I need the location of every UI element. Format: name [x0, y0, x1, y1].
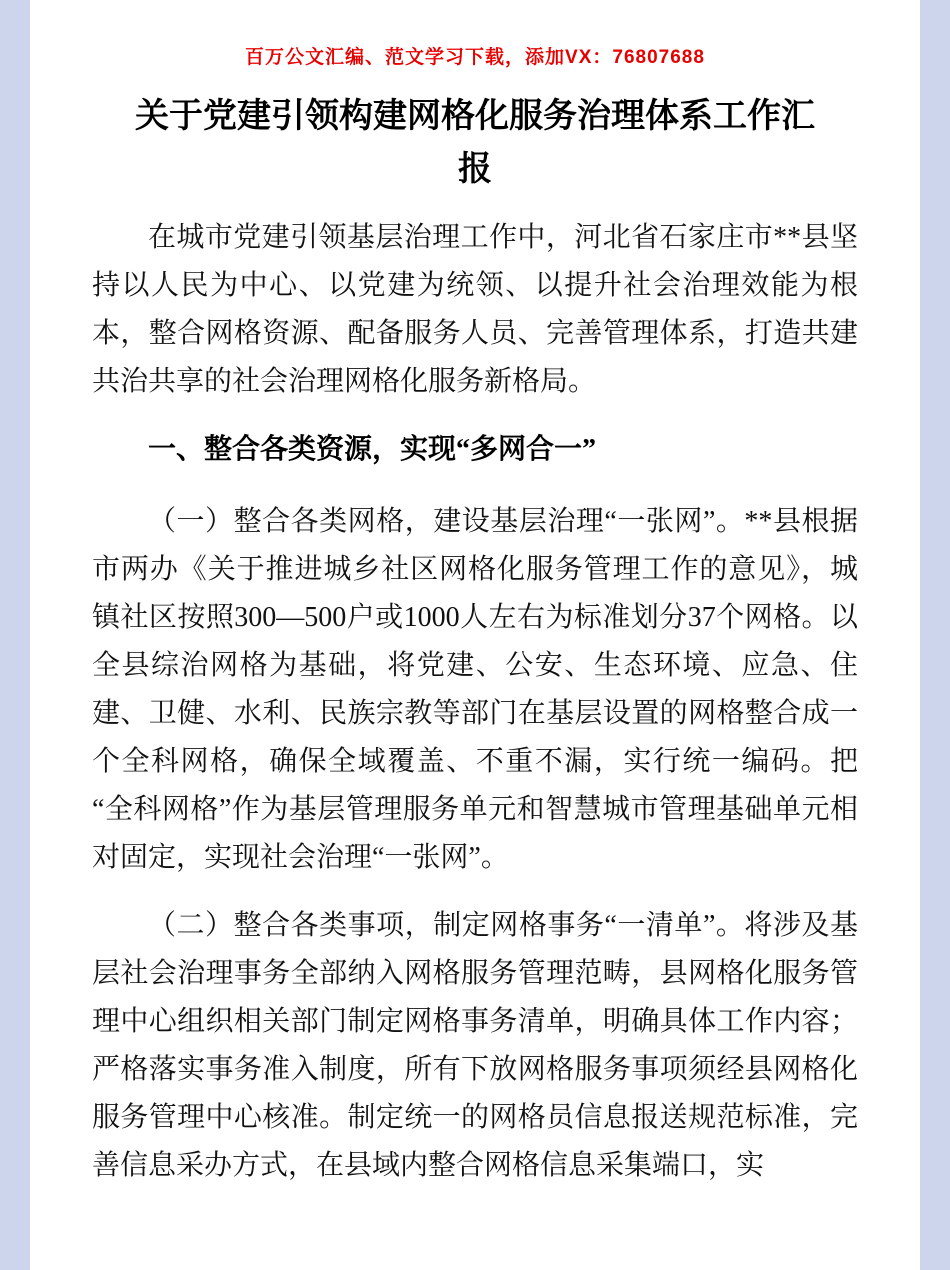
document-page: [30, 0, 920, 1270]
watermark-text: 百万公文汇编、范文学习下载，添加VX：76807688: [245, 47, 705, 68]
section-heading: 一、整合各类资源，实现“多网合一”: [148, 434, 597, 466]
paragraph-item-1: （一）整合各类网格，建设基层治理“一张网”。**县根据市两办《关于推进城乡社区网格化服务管理工作的意见》，城镇社区按照300—500户或1000人左右为标准划分37个网格。以全县综治网格为基础，将党建、公安、生态环境、应急、住建、卫健、水利、民族宗教等部门在基层设置的网格整合成一个全科网格，确保全域覆盖、不重不漏，实行统一编码。把“全科网格”作为基层管理服务单元和智慧城市管理基础单元相对固定，实现社会治理“一张网”。: [92, 506, 858, 874]
paragraph-item-2: （二）整合各类事项，制定网格事务“一清单”。将涉及基层社会治理事务全部纳入网格服务管理范畴，县网格化服务管理中心组织相关部门制定网格事务清单，明确具体工作内容；严格落实事务准入制度，所有下放网格服务事项须经县网格化服务管理中心核准。制定统一的网格员信息报送规范标准，完善信息采办方式，在县域内整合网格信息采集端口，实: [92, 910, 858, 1182]
intro-paragraph: 在城市党建引领基层治理工作中，河北省石家庄市**县坚持以人民为中心、以党建为统领、以提升社会治理效能为根本，整合网格资源、配备服务人员、完善管理体系，打造共建共治共享的社会治理网格化服务新格局。: [92, 222, 858, 398]
document-title: 关于党建引领构建网格化服务治理体系工作汇报: [135, 98, 815, 188]
